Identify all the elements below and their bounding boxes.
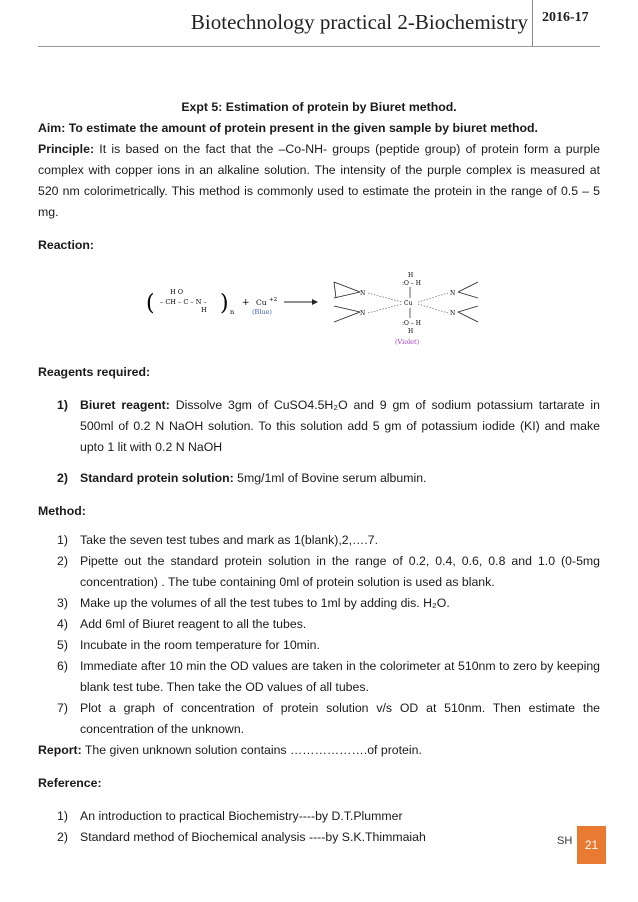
principle-paragraph [38,139,600,223]
close-bracket: ) [220,291,229,316]
list-item [38,827,600,848]
reagent-label: Biuret reagent: [80,398,170,412]
n-label-top-right: N [450,290,456,297]
plus-sign: + [242,298,250,308]
method-step-text: Incubate in the room temperature for 10min. [80,638,320,652]
list-number: 6) [57,659,68,673]
report-paragraph [38,740,600,761]
report-text: The given unknown solution contains ……………….of protein. [81,743,422,757]
reference-text: Standard method of Biochemical analysis ----by S.K.Thimmaiah [80,830,426,844]
list-item [38,468,600,489]
list-number: 7) [57,701,68,715]
method-step-text: Make up the volumes of all the test tubes to 1ml by adding dis. H₂O. [80,596,450,610]
reactant-chain-label: – CH – C – N – [160,298,207,306]
biuret-reaction-diagram [138,258,478,348]
list-number: 1) [57,809,68,823]
document-body [38,97,600,848]
list-number: 2) [57,830,68,844]
header-divider [532,0,533,46]
ring-top-right [458,282,478,298]
aim-text: To estimate the amount of protein present in the given sample by biuret method. [65,121,538,135]
product-h-top: H [408,272,414,279]
subscript-n: n [230,308,235,316]
reagent-label: Standard protein solution: [80,471,234,485]
experiment-title: Expt 5: Estimation of protein by Biuret method. [181,100,457,114]
coordination-bond [368,304,402,313]
reference-list [38,806,600,848]
list-number: 5) [57,638,68,652]
list-item [38,806,600,827]
ring-bottom-left [334,306,360,322]
reaction-heading: Reaction: [38,238,95,252]
n-label-bottom-right: N [450,310,456,317]
list-item [38,614,600,635]
principle-text: It is based on the fact that the –Co-NH- groups (peptide group) of protein form a purple complex with copper ions in an alkaline solution. The intensity of the purple complex is measured at 520 nm colorimetrically. This method is commonly used to estimate the protein in the range of 0.5 – 5 mg. [38,142,600,219]
reference-heading: Reference: [38,776,102,790]
coordination-bond [368,293,402,302]
list-number: 2) [57,554,68,568]
coordination-bond [418,293,448,302]
method-step-text: Add 6ml of Biuret reagent to all the tubes. [80,617,307,631]
method-step-text: Take the seven test tubes and mark as 1(blank),2,….7. [80,533,379,547]
method-heading: Method: [38,504,86,518]
product-oh-bottom: :O – H [402,320,421,327]
list-item [38,593,600,614]
reagents-list [38,395,600,489]
reagent-text: Dissolve 3gm of CuSO4.5H₂O and 9 gm of sodium potassium tartarate in 500ml of 0.2 N NaOH solution. To this solution add 5 gm of potassium iodide (KI) and make upto 1 lit with 0.2 N NaOH [80,398,600,454]
reactant-h-label: H [201,306,207,314]
reaction-figure [38,258,600,350]
product-h-bottom: H [408,328,414,335]
footer-initials: SH [557,835,573,847]
method-step-text: Pipette out the standard protein solution in the range of 0.2, 0.4, 0.6, 0.8 and 1.0 (0-5mg concentration) . The tube containing 0ml of protein solution is used as blank. [80,554,600,589]
reagent-text: 5mg/1ml of Bovine serum albumin. [233,471,427,485]
report-label: Report: [38,743,82,757]
aim-label: Aim: [38,121,66,135]
reactant-top-label: H O [170,288,184,296]
page-number: 21 [584,838,599,852]
list-number: 1) [57,533,68,547]
coordination-bond [418,304,448,313]
header-rule [38,46,600,47]
open-bracket: ( [146,291,155,316]
ring-bottom-right [458,306,478,322]
header-title: Biotechnology practical 2-Biochemistry [190,10,528,34]
list-item [38,551,600,593]
list-number: 4) [57,617,68,631]
list-item [38,698,600,740]
copper-ion-label: Cu [256,298,267,307]
header-year: 2016-17 [542,10,589,25]
product-cu-center: Cu [404,300,413,307]
list-number: 2) [57,471,68,485]
reagents-heading: Reagents required: [38,365,151,379]
method-list [38,530,600,740]
list-item [38,656,600,698]
list-item [38,635,600,656]
product-oh-top: :O – H [402,280,421,287]
n-label-bottom-left: N [360,310,366,317]
reference-text: An introduction to practical Biochemistry----by D.T.Plummer [80,809,403,823]
method-step-text: Immediate after 10 min the OD values are taken in the colorimeter at 510nm to zero by keeping blank test tube. Then take the OD values of all tubes. [80,659,600,694]
violet-label: (Violet) [395,338,420,346]
list-number: 3) [57,596,68,610]
arrow-head-icon [312,299,318,305]
list-item [38,395,600,458]
ring-top-left [334,282,360,298]
n-label-top-left: N [360,290,366,297]
aim-paragraph [38,118,600,139]
principle-label: Principle: [38,142,95,156]
page-number-badge [577,826,606,864]
method-step-text: Plot a graph of concentration of protein solution v/s OD at 510nm. Then estimate the concentration of the unknown. [80,701,600,736]
list-number: 1) [57,398,68,412]
list-item [38,530,600,551]
blue-label: (Blue) [252,308,272,316]
copper-charge-label: +2 [269,297,278,303]
